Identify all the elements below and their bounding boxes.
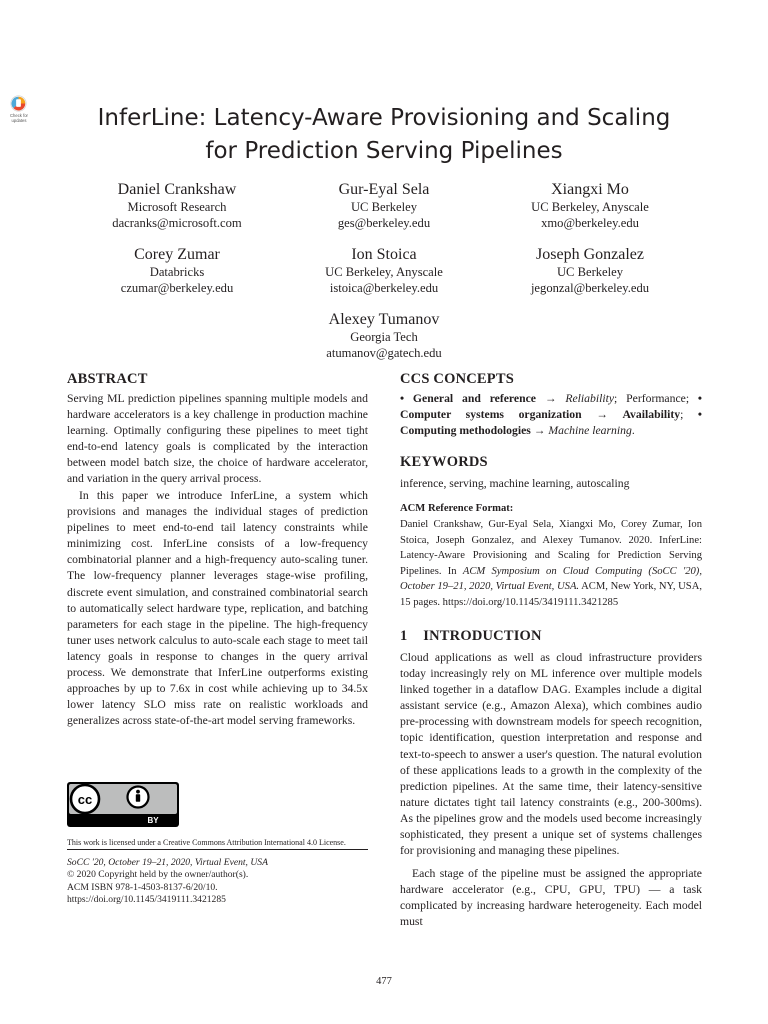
introduction-paragraph-2: Each stage of the pipeline must be assigned the appropriate hardware accelerator (e.g., CPU, GPU, TPU) — a task complicated by increasing hardware heterogeneity. Each model must xyxy=(400,867,702,929)
ccs-arrow: → xyxy=(544,392,557,405)
ccs-concepts-text xyxy=(400,391,702,439)
acm-reference-text xyxy=(400,517,702,610)
author-name: Joseph Gonzalez xyxy=(536,246,644,263)
title-line-1: InferLine: Latency-Aware Provisioning and Scaling xyxy=(97,105,671,131)
author-block xyxy=(274,181,494,231)
svg-text:cc: cc xyxy=(77,792,93,807)
keywords-text: inference, serving, machine learning, autoscaling xyxy=(400,477,630,490)
ccs-concept-computer-systems: • Computer systems organization xyxy=(400,392,703,422)
author-email: ges@berkeley.edu xyxy=(337,216,431,230)
badge-label xyxy=(4,113,34,123)
abstract-paragraph-2: In this paper we introduce InferLine, a system which provisions and manages the individual stages of prediction pipelines to meet end-to-end tail latency constraints while minimizing cost. InferLine consists of a low-frequency combinatorial planner and a high-frequency auto-scaling tuner. The low-frequency planner leverages stage-wise profiling, discrete event simulation, and constrained combinatorial search to automatically select hardware type, replication, and batching parameters for each stage in the pipeline. The high-frequency tuner uses network calculus to auto-scale each stage to meet tail latency goals in response to changes in the query arrival process. We demonstrate that InferLine outperforms existing approaches by up to 7.6x in cost while achieving up to 34.5x lower latency SLO miss rate on realistic workloads and generalizes across state-of-the-art model serving frameworks. xyxy=(67,489,368,728)
cc-by-icon xyxy=(69,784,177,814)
ccs-arrow: → xyxy=(596,408,608,422)
copyright-footnote xyxy=(67,857,368,907)
reference-tail: ACM, New York, NY, USA, 15 pages. https://doi.org/10.1145/3419111.3421285 xyxy=(400,581,702,608)
author-email: jegonzal@berkeley.edu xyxy=(530,281,650,295)
author-email: dacranks@microsoft.com xyxy=(112,216,242,230)
author-name: Daniel Crankshaw xyxy=(117,181,237,198)
section-title: INTRODUCTION xyxy=(423,628,542,644)
author-block xyxy=(67,181,287,231)
ccs-concept-computing-methodologies: • Computing methodologies xyxy=(400,408,703,438)
author-affiliation: Microsoft Research xyxy=(127,200,227,214)
footer-copyright: © 2020 Copyright held by the owner/author(s). xyxy=(67,869,249,881)
title-line-2: for Prediction Serving Pipelines xyxy=(205,138,563,164)
license-statement[interactable]: This work is licensed under a Creative Commons Attribution International 4.0 License. xyxy=(67,838,346,847)
reference-venue: ACM Symposium on Cloud Computing (SoCC '20), October 19–21, 2020, Virtual Event, USA. xyxy=(400,565,702,592)
author-affiliation: Databricks xyxy=(149,265,205,279)
author-affiliation: Georgia Tech xyxy=(350,330,418,344)
author-block xyxy=(67,246,287,296)
author-block xyxy=(274,246,494,296)
author-block xyxy=(480,181,700,231)
author-name: Xiangxi Mo xyxy=(551,181,629,198)
author-email: xmo@berkeley.edu xyxy=(541,216,639,230)
crossmark-icon xyxy=(10,95,27,112)
paper-title xyxy=(40,102,728,168)
author-email: istoica@berkeley.edu xyxy=(329,281,439,295)
footer-isbn: ACM ISBN 978-1-4503-8137-6/20/10. xyxy=(67,881,218,893)
badge-line1: Check for xyxy=(10,113,28,118)
abstract-heading: ABSTRACT xyxy=(67,371,148,387)
section-number: 1 xyxy=(400,628,408,644)
creative-commons-logo[interactable] xyxy=(67,782,179,827)
ccs-concept-reliability: Reliability xyxy=(565,392,615,405)
check-for-updates-badge[interactable] xyxy=(4,94,34,126)
author-name: Gur-Eyal Sela xyxy=(338,181,430,198)
author-affiliation: UC Berkeley, Anyscale xyxy=(325,265,443,279)
author-affiliation: UC Berkeley xyxy=(350,200,418,214)
introduction-heading xyxy=(400,628,542,645)
ccs-concept-machine-learning: Machine learning xyxy=(548,424,632,438)
acm-reference-heading: ACM Reference Format: xyxy=(400,503,514,514)
cc-by-label: BY xyxy=(147,816,159,825)
ccs-concept-general: • General and reference xyxy=(400,392,536,405)
introduction-paragraph-1: Cloud applications as well as cloud infrastructure providers today increasingly rely on ML inference over multiple models linked together in a dataflow DAG. Examples include a digital assistant service (e.g., Amazon Alexa), which combines audio pre-processing with downstream models for speech recognition, topic identification, question interpretation and response and text-to-speech to answer a user's question. The natural evolution of these applications leads to a growth in the complexity of the prediction pipelines. At the same time, their latency-sensitive nature dictates tight tail latency constraints (e.g., 200-300ms). As the pipelines grow and the models used become increasingly sophisticated, they present a unique set of systems challenges for provisioning and managing these pipelines. xyxy=(400,651,702,858)
keywords-heading: KEYWORDS xyxy=(400,454,488,470)
author-name: Corey Zumar xyxy=(134,246,220,263)
author-block xyxy=(480,246,700,296)
author-block xyxy=(274,311,494,361)
author-email: czumar@berkeley.edu xyxy=(120,281,234,295)
footer-doi[interactable]: https://doi.org/10.1145/3419111.3421285 xyxy=(67,894,226,906)
abstract-paragraph-1: Serving ML prediction pipelines spanning multiple models and hardware accelerators is a key challenge in production machine learning. Optimally configuring these pipelines to meet tight end-to-end latency goals is complicated by the interaction between model batch size, the choice of hardware accelerator, and variation in the query arrival process. xyxy=(67,392,368,486)
footnote-divider xyxy=(67,849,368,850)
page-number: 477 xyxy=(376,976,392,987)
footer-venue: SoCC '20, October 19–21, 2020, Virtual Event, USA xyxy=(67,857,268,868)
author-affiliation: UC Berkeley xyxy=(556,265,624,279)
author-name: Alexey Tumanov xyxy=(328,311,440,328)
ccs-separator: ; xyxy=(680,408,698,422)
author-affiliation: UC Berkeley, Anyscale xyxy=(531,200,649,214)
ccs-concepts-heading: CCS CONCEPTS xyxy=(400,371,514,387)
ccs-arrow: → xyxy=(533,424,546,438)
ccs-end: . xyxy=(631,424,635,438)
author-email: atumanov@gatech.edu xyxy=(326,346,442,360)
ccs-concept-availability: Availability xyxy=(622,408,681,422)
ccs-separator: ; Performance; xyxy=(614,392,698,405)
reference-authors: Daniel Crankshaw, Gur-Eyal Sela, Xiangxi Mo, Corey Zumar, Ion Stoica, Joseph Gonzalez, and Alexey Tumanov. 2020. InferLine: Latency-Aware Provisioning and Scaling for Prediction Serving Pipelines. In xyxy=(400,519,702,577)
badge-line2: updates xyxy=(11,118,27,123)
author-name: Ion Stoica xyxy=(351,246,417,263)
